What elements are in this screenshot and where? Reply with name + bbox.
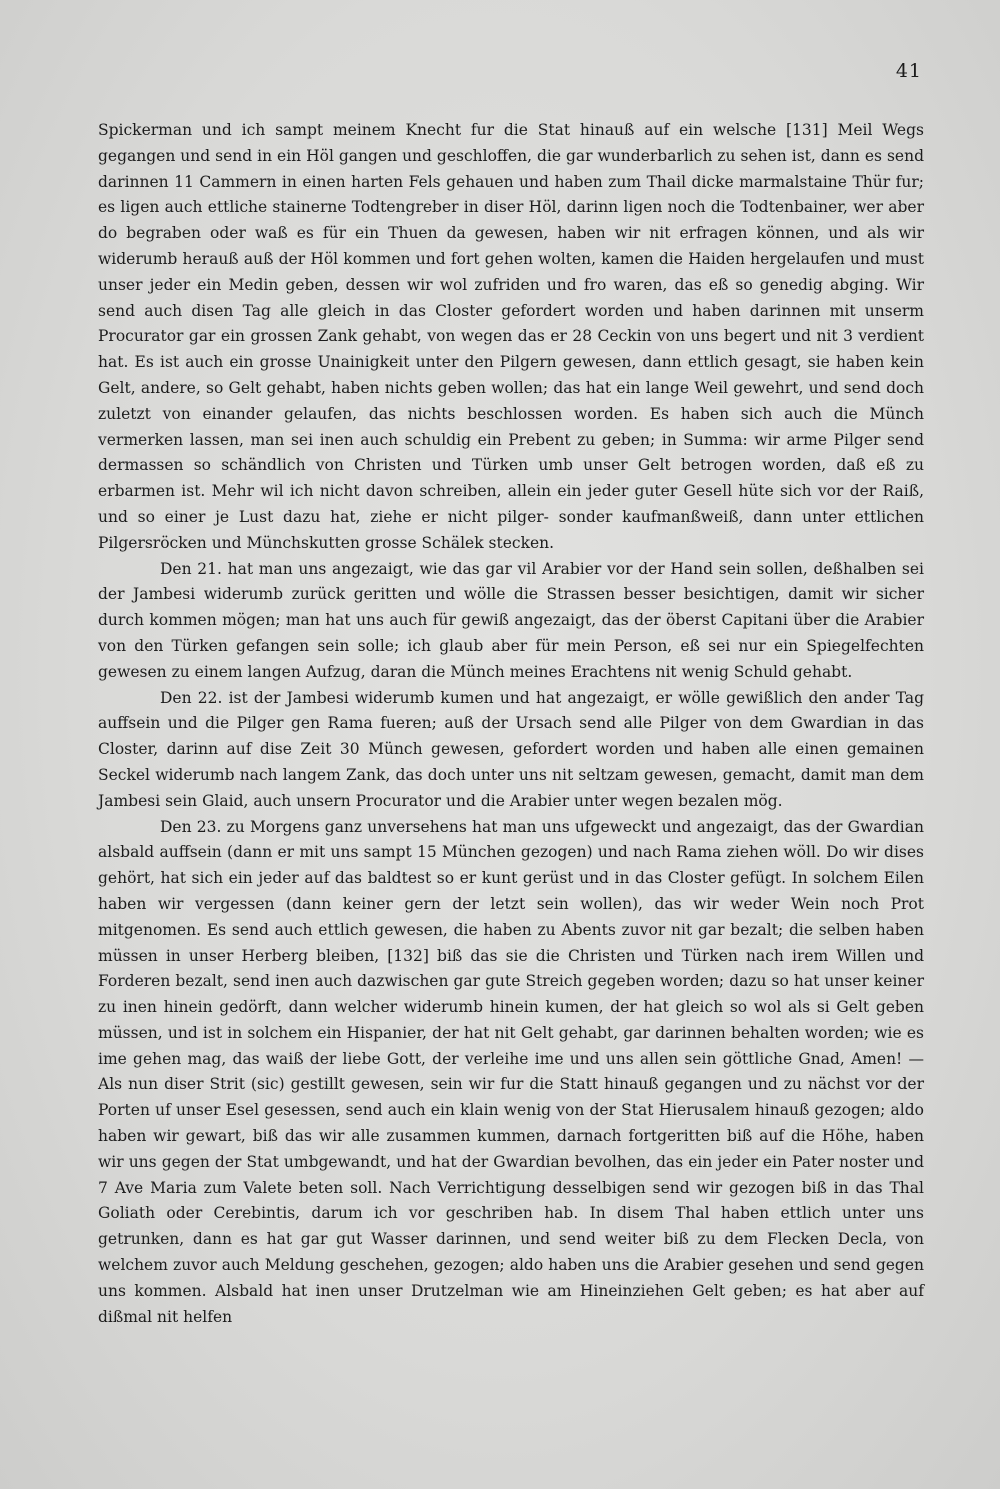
paragraph-den-21: Den 21. hat man uns angezaigt, wie das gar vil Arabier vor der Hand sein sollen, deßhalben sei der Jambesi widerumb zurück geritten und wölle die Strassen besser besichtigen, damit wir sicher durch kommen mögen; man hat uns auch für gewiß angezaigt, das der öberst Capitani über die Arabier von den Türken gefangen sein solle; ich glaub aber für mein Person, eß sei nur ein Spiegelfechten gewesen zu einem langen Aufzug, daran die Münch meines Erachtens nit wenig Schuld gehabt. xyxy=(98,559,924,681)
paragraph-continued: Spickerman und ich sampt meinem Knecht fur die Stat hinauß auf ein welsche [131] Meil Wegs gegangen und send in ein Höl gangen und geschloffen, die gar wunderbarlich zu sehen ist, dann es send darinnen 11 Cammern in einen harten Fels gehauen und haben zum Thail dicke marmalstaine Thür fur; es ligen auch ettliche stainerne Todtengreber in diser Höl, darinn ligen noch die Todtenbainer, wer aber do begraben oder waß es für ein Thuen da gewesen, haben wir nit erfragen können, und als wir widerumb herauß auß der Höl kommen und fort gehen wolten, kamen die Haiden hergelaufen und must unser jeder ein Medin geben, dessen wir wol zufriden und fro waren, das eß so genedig abging. Wir send auch disen Tag alle gleich in das Closter gefordert worden und haben darinnen mit unserm Procurator gar ein grossen Zank gehabt, von wegen das er 28 Ceckin von uns begert und nit 3 verdient hat. Es ist auch ein grosse Unainigkeit unter den Pilgern gewesen, dann ettlich gesagt, sie haben kein Gelt, andere, so Gelt gehabt, haben nichts geben wollen; das hat ein lange Weil gewehrt, und send doch zuletzt von einander gelaufen, das nichts beschlossen worden. Es haben sich auch die Münch vermerken lassen, man sei inen auch schuldig ein Prebent zu geben; in Summa: wir arme Pilger send dermassen so schändlich von Christen und Türken umb unser Gelt betrogen worden, daß eß zu erbarmen ist. Mehr wil ich nicht davon schreiben, allein ein jeder guter Gesell hüte sich vor der Raiß, und so einer je Lust dazu hat, ziehe er nicht pilger- sonder kaufmanßweiß, dann unter ettlichen Pilgersröcken und Münchskutten grosse Schälek stecken. xyxy=(98,121,924,552)
paragraph-den-23: Den 23. zu Morgens ganz unversehens hat man uns ufgeweckt und angezaigt, das der Gwardian alsbald auffsein (dann er mit uns sampt 15 München gezogen) und nach Rama ziehen wöll. Do wir dises gehört, hat sich ein jeder auf das baldtest so er kunt gerüst und in das Closter gefügt. In solchem Eilen haben wir vergessen (dann keiner gern der letzt sein wollen), das wir weder Wein noch Prot mitgenomen. Es send auch ettlich gewesen, die haben zu Abents zuvor nit gar bezalt; die selben haben müssen in unser Herberg bleiben, [132] biß das sie die Christen und Türken nach irem Willen und Forderen bezalt, send inen auch dazwischen gar gute Streich gegeben worden; dazu so hat unser keiner zu inen hinein gedörft, dann welcher widerumb hinein kumen, der hat gleich so wol als si Gelt geben müssen, und ist in solchem ein Hispanier, der hat nit Gelt gehabt, gar darinnen behalten worden; wie es ime gehen mag, das waiß der liebe Gott, der verleihe ime und uns allen sein göttliche Gnad, Amen! — Als nun diser Strit (sic) gestillt gewesen, sein wir fur die Statt hinauß gegangen und zu nächst vor der Porten uf unser Esel gesessen, send auch ein klain wenig von der Stat Hierusalem hinauß gezogen; aldo haben wir gewart, biß das wir alle zusammen kummen, darnach fortgeritten biß auf die Höhe, haben wir uns gegen der Stat umbgewandt, und hat der Gwardian bevolhen, das ein jeder ein Pater noster und 7 Ave Maria zum Valete beten soll. Nach Verrichtigung desselbigen send wir gezogen biß in das Thal Goliath oder Cerebintis, darum ich vor geschriben hab. In disem Thal haben ettlich unter uns getrunken, dann es hat gar gut Wasser darinnen, und send weiter biß zu dem Flecken Decla, von welchem zuvor auch Meldung geschehen, gezogen; aldo haben uns die Arabier gesehen und send gegen uns kommen. Alsbald hat inen unser Drutzelman wie am Hineinziehen Gelt geben; es hat aber auf dißmal nit helfen xyxy=(98,817,924,1326)
paragraph-den-22: Den 22. ist der Jambesi widerumb kumen und hat angezaigt, er wölle gewißlich den ander Tag auffsein und die Pilger gen Rama fueren; auß der Ursach send alle Pilger von dem Gwardian in das Closter, darinn auf dise Zeit 30 Münch gewesen, gefordert worden und haben alle einen gemainen Seckel widerumb nach langem Zank, das doch unter uns nit seltzam gewesen, gemacht, damit man dem Jambesi sein Glaid, auch unsern Procurator und die Arabier unter wegen bezalen mög. xyxy=(98,688,924,810)
page-number: 41 xyxy=(895,60,922,82)
body-text xyxy=(98,118,924,1330)
